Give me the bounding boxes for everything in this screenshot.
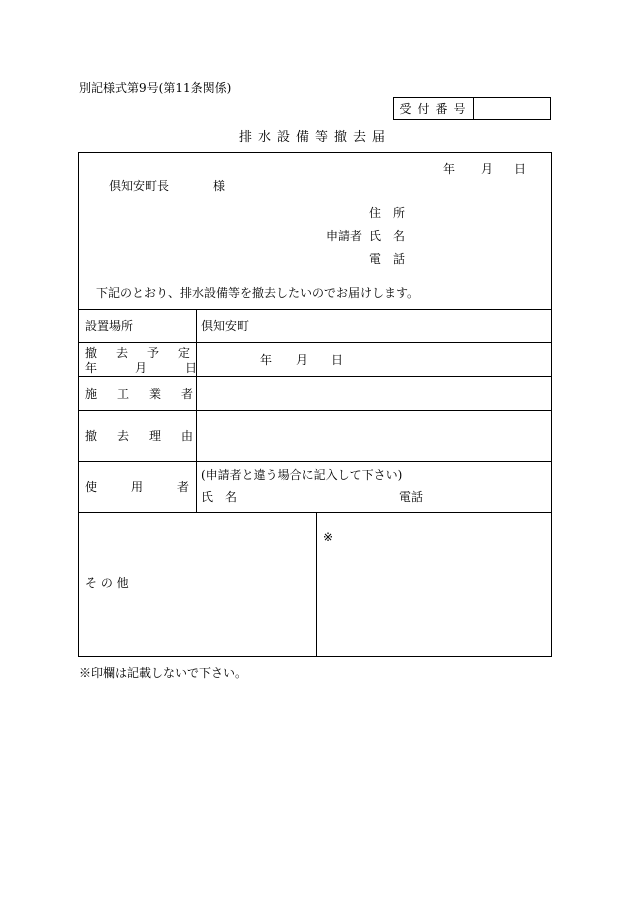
schedule-year-label: 年	[260, 353, 273, 367]
user-label: 使用者	[85, 480, 224, 494]
divider	[79, 461, 551, 462]
footnote: ※印欄は記載しないで下さい。	[79, 666, 248, 680]
reason-label: 撤去理由	[85, 429, 214, 443]
divider	[79, 309, 551, 310]
divider	[79, 342, 551, 343]
date-day-label: 日	[514, 162, 527, 176]
addressee: 倶知安町長	[109, 179, 170, 193]
schedule-label-line1: 撤去予定	[85, 346, 210, 360]
name-label: 氏 名	[369, 229, 406, 243]
divider	[79, 410, 551, 411]
receipt-number-label: 受付番号	[394, 98, 474, 119]
schedule-month-label: 月	[296, 353, 309, 367]
form-number-note: 別記様式第9号(第11条関係)	[79, 81, 232, 95]
contractor-label: 施工業者	[85, 387, 214, 401]
column-divider	[316, 512, 317, 656]
divider	[79, 376, 551, 377]
schedule-day-label: 日	[331, 353, 344, 367]
other-label: そ の 他	[85, 576, 129, 590]
document-title: 排水設備等撤去届	[238, 130, 391, 145]
reference-mark: ※	[323, 530, 334, 544]
honorific: 様	[213, 179, 226, 193]
location-label: 設置場所	[85, 319, 134, 333]
date-month-label: 月	[481, 162, 494, 176]
user-name-label: 氏 名	[201, 490, 238, 504]
receipt-number-box	[393, 97, 551, 120]
schedule-label-line2: 年月日	[85, 361, 236, 375]
user-note: (申請者と違う場合に記入して下さい)	[201, 468, 403, 482]
receipt-number-field[interactable]	[474, 98, 550, 119]
statement-text: 下記のとおり、排水設備等を撤去したいのでお届けします。	[96, 286, 420, 300]
phone-label: 電 話	[369, 252, 406, 266]
date-year-label: 年	[443, 162, 456, 176]
address-label: 住 所	[369, 206, 406, 220]
form-table	[78, 152, 552, 657]
divider	[79, 512, 551, 513]
location-value[interactable]: 倶知安町	[201, 319, 250, 333]
applicant-label: 申請者	[326, 229, 363, 243]
user-phone-label: 電話	[399, 490, 424, 504]
